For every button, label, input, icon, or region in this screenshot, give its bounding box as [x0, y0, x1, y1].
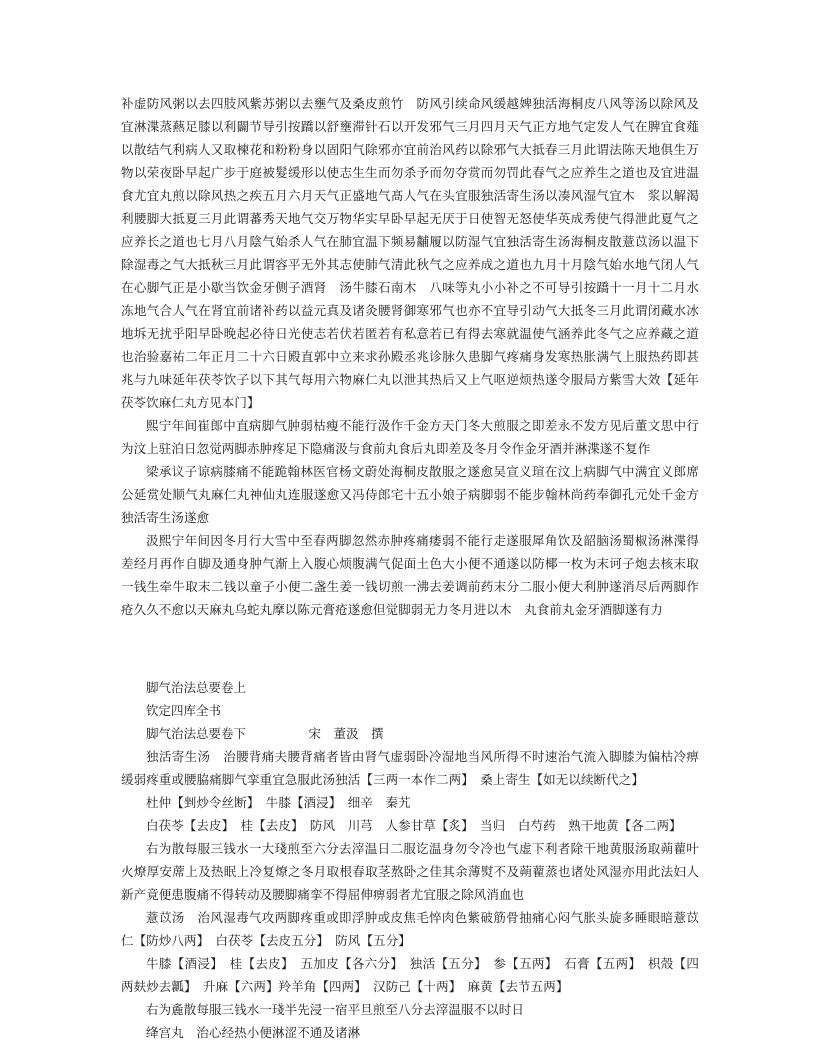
paragraph: 汲熙宁年间因冬月行大雪中至春两脚忽然赤肿疼痛痿弱不能行走遂服犀角饮及韶脑汤蜀椒汤淋渫得差经月再作自脚及通身肿气渐上入腹心烦腹满气促面土色大小便不通遂以防椰一枚为末诃子炮去核末取一钱生牵牛取末二钱以童子小便二盏生姜一钱切煎一沸去姜调前药末分二服小便大利肿遂消尽后两脚作疮久久不愈以天麻丸乌蛇丸摩以陈元膏疮遂愈但觉脚弱无力冬月进以木 丸食前丸金牙酒脚遂有力 — [121, 533, 699, 617]
paragraph: 牛膝【酒浸】 桂【去皮】 五加皮【各六分】 独活【五分】 参【五两】 石膏【五两】 枳殼【四两麸炒去瓤】 升麻【六两】羚羊角【四两】 汉防己【十两】 麻黄【去节五两】 — [121, 956, 699, 994]
volume-title-author: 脚气治法总要卷下 宋 董汲 撰 — [146, 726, 384, 741]
section-gap — [121, 621, 699, 676]
paragraph: 右为散每服三钱水一大琖煎至六分去滓温日二服讫温身勿令冷也气虚下利者除干地黄服汤取蒴藋叶火燎厚安蓆上及热眠上冷复燎之冬月取根春取茎熬卧之佳其余薄熨不及蒴藋蒸也诸处风湿亦用此法妇人新产竟便患腹痛不得转动及腰脚痛挛不得屈伸痹弱者尤宜服之除风消血也 — [121, 841, 699, 902]
paragraph: 薏苡汤 治风湿毒气攻两脚疼重或即浮肿或皮焦毛悴肉色紫破筋骨抽痛心闷气胀头旋多睡眼暗薏苡仁【防炒八两】 白茯苓【去皮五分】 防风【五分】 — [121, 910, 699, 948]
paragraph: 右为麁散每服三钱水一琖半先浸一宿平旦煎至八分去滓温服不以时日 — [146, 1002, 525, 1017]
paragraph: 补虚防风粥以去四肢风紫苏粥以去壅气及桑皮煎竹 防风引续命风缓越婢独活海桐皮八风等汤以除风及宜淋渫蒸爇足膝以利闢节导引按蹻以舒壅滞针石以开发邪气三月四月天气正方地气定发人气在脾宜食薤以散结气利病人又取楝花和粉粉身以固阳气除邪亦宜前治风药以除邪气大抵春三月此谓法陈天地俱生万物以荣夜卧早起广步于庭被髮缓形以使志生生而勿杀予而勿夺赏而勿罚此春气之应养生之道也及宜进温食尤宜丸煎以除风热之疾五月六月天气正盛地气髙人气在头宜服独活寄生汤以凑风湿气宜木 浆以解渴利腰脚大抵夏三月此谓蕃秀天地气交万物华实早卧早起无厌于日使智无怒使华英成秀使气得泄此夏气之应养长之道也七月八月陰气始杀人气在肺宜温下频易黼履以防湿气宜独活寄生汤海桐皮散薏苡汤以温下除湿毒之气大抵秋三月此谓容平无外其志使肺气清此秋气之应养成之道也九月十月陰气始水地气闭人气在心脚气正是小歇当饮金牙侧子酒肾 汤牛膝石南木 八味等丸小小补之不可导引按蹻十一月十二月水冻地气合人气在肾宜前诸补药以益元真及诸灸腰肾御寒邪气也亦不宜导引动气大抵冬三月此谓闭藏水冰地坼无扰乎阳早卧晚起必待日光使志若伏若匿若有私意若已有得去寒就温使气涵养此冬气之应养藏之道也治验嘉祐二年正月二十六日殿直郭中立来求孙殿丞兆诊脉久患脚气疼痛身发寒热胀满气上服热药即甚兆与九味延年茯苓饮子以下其气每用六物麻仁丸以泄其热后又上气呕逆烦热遂令服局方紫雪大效【延年茯苓饮麻仁丸方见本门】 — [121, 96, 699, 410]
paragraph: 绛宫丸 治心经热小便淋涩不通及诸淋 — [146, 1025, 361, 1040]
paragraph: 熙宁年间崔郎中直病脚气肿弱枯瘦不能行汲作千金方天门冬大煎服之即差永不发方见后董文思中行为汶上驻泊日忽觉两脚赤肿疼足下隐痛汲与食前丸食后丸即差及冬月令作金牙酒并淋渫遂不复作 — [121, 418, 699, 456]
collection-title: 钦定四库全书 — [146, 703, 222, 718]
paragraph: 杜仲【剉炒令丝断】 牛膝【酒浸】 细辛 秦艽 — [146, 795, 411, 810]
volume-end-title: 脚气治法总要卷上 — [146, 680, 247, 695]
paragraph: 白茯苓【去皮】 桂【去皮】 防风 川芎 人参甘草【炙】 当归 白芍药 熟干地黄【各二两】 — [146, 818, 682, 833]
document-page — [121, 92, 699, 1044]
paragraph: 独活寄生汤 治腰背痛夫腰背痛者皆由肾气虚弱卧冷湿地当风所得不时速治气流入脚膝为偏枯冷痹缓弱疼重或腰脇痛脚气挛重宜急服此汤独活【三两一本作二两】 桑上寄生【如无以续断代之】 — [121, 749, 699, 787]
paragraph: 梁承议子谅病膝痛不能跪翰林医官杨文蔚处海桐皮散服之遂愈吴宣义瑄在汶上病脚气中满宜义郎席公延赏处顺气丸麻仁丸神仙丸连服遂愈又冯侍郎宅十五小娘子病脚弱不能步翰林尚药奉御孔元处千金方独活寄生汤遂愈 — [121, 464, 699, 525]
